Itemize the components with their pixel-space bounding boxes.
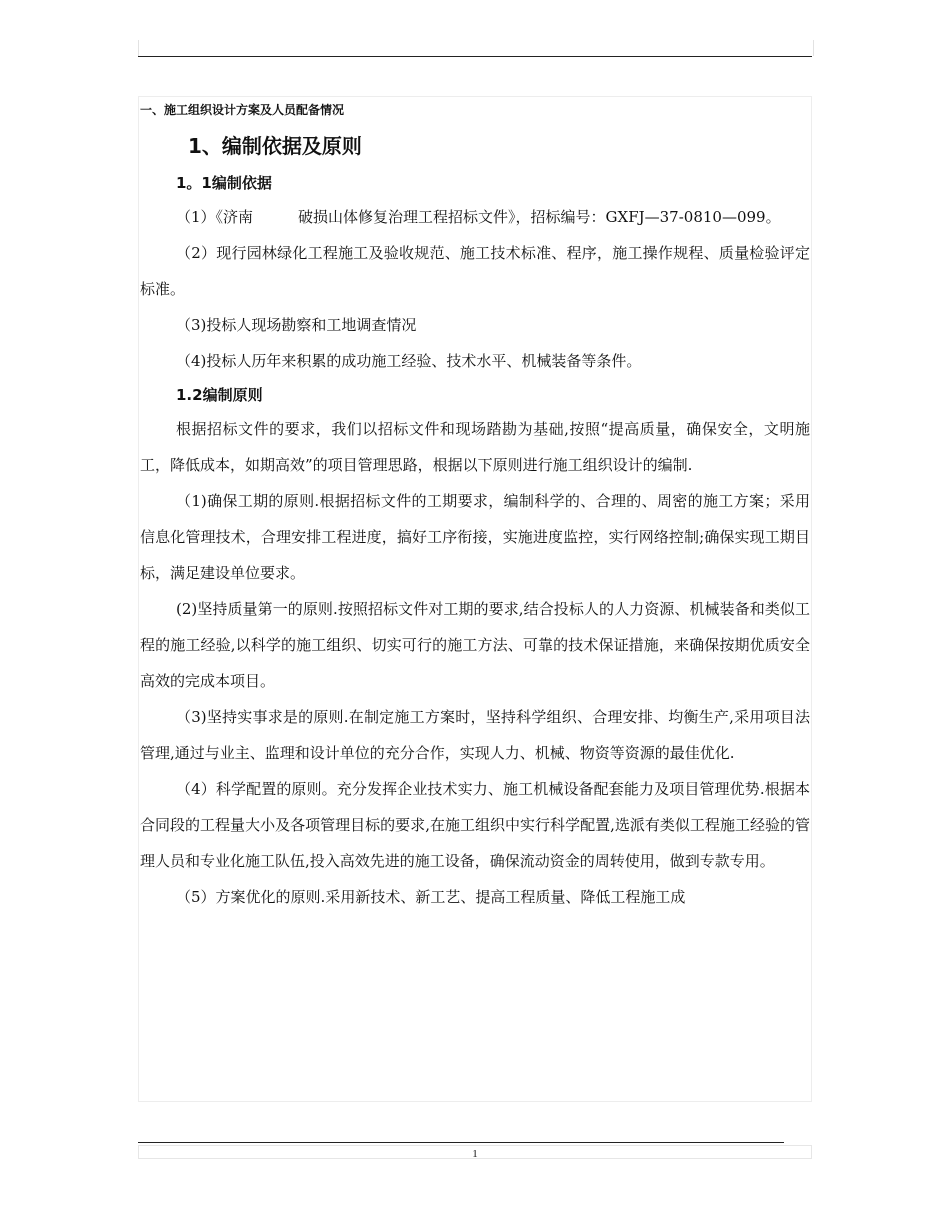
header-rule <box>138 56 812 57</box>
principles-intro: 根据招标文件的要求，我们以招标文件和现场踏勘为基础,按照“提高质量，确保安全，文明施工，降低成本，如期高效”的项目管理思路，根据以下原则进行施工组织设计的编制. <box>140 420 810 474</box>
footer-rule <box>138 1142 784 1143</box>
header-margin-marks <box>138 40 814 56</box>
subheading-principles: 1.2编制原则 <box>176 386 263 404</box>
basis-item-2: （2）现行园林绿化工程施工及验收规范、施工技术标准、程序，施工操作规程、质量检验评定标准。 <box>140 244 810 298</box>
principle-5: （5）方案优化的原则.采用新技术、新工艺、提高工程质量、降低工程施工成 <box>176 888 686 906</box>
principle-4: （4）科学配置的原则。充分发挥企业技术实力、施工机械设备配套能力及项目管理优势.根据本合同段的工程量大小及各项管理目标的要求,在施工组织中实行科学配置,选派有类似工程施工经验的管理人员和专业化施工队伍,投入高效先进的施工设备，确保流动资金的周转使用，做到专款专用。 <box>140 780 810 870</box>
heading-1: 1、编制依据及原则 <box>188 134 362 158</box>
subheading-basis: 1。1编制依据 <box>176 174 272 192</box>
page-number: 1 <box>472 1148 478 1160</box>
principle-2: (2)坚持质量第一的原则.按照招标文件对工期的要求,结合投标人的人力资源、机械装备和类似工程的施工经验,以科学的施工组织、切实可行的施工方法、可靠的技术保证措施，来确保按期优质安全高效的完成本项目。 <box>140 600 810 690</box>
document-body <box>140 99 810 915</box>
basis-item-1: （1）《济南 破损山体修复治理工程招标文件》，招标编号：GXFJ—37-0810—099。 <box>176 208 781 226</box>
section-title: 一、施工组织设计方案及人员配备情况 <box>140 103 345 117</box>
principle-1: （1)确保工期的原则.根据招标文件的工期要求，编制科学的、合理的、周密的施工方案；采用信息化管理技术，合理安排工程进度，搞好工序衔接，实施进度监控，实行网络控制;确保实现工期目标，满足建设单位要求。 <box>140 492 810 582</box>
principle-3: （3)坚持实事求是的原则.在制定施工方案时，坚持科学组织、合理安排、均衡生产,采用项目法管理,通过与业主、监理和设计单位的充分合作，实现人力、机械、物资等资源的最佳优化. <box>140 708 810 762</box>
basis-item-3: （3)投标人现场勘察和工地调查情况 <box>176 316 417 334</box>
basis-item-4: （4)投标人历年来积累的成功施工经验、技术水平、机械装备等条件。 <box>176 352 642 370</box>
